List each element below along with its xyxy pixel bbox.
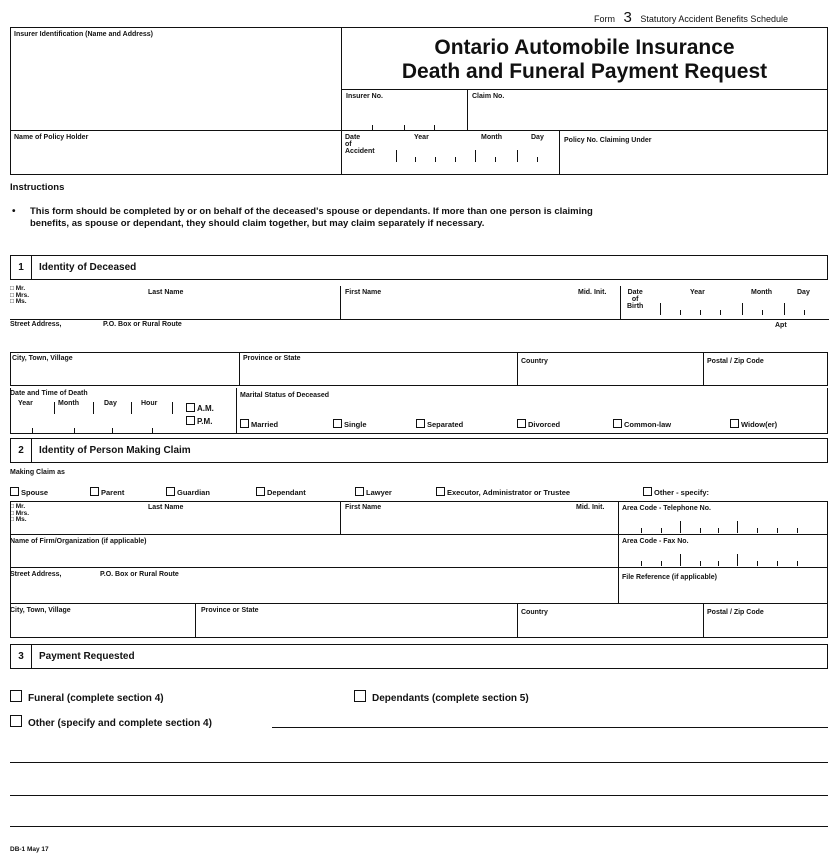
s1-dob-year-label: Year xyxy=(690,289,705,296)
s2-mid-init-label: Mid. Init. xyxy=(576,504,605,511)
section-3-number: 3 xyxy=(11,645,32,668)
s1-dob-day-label: Day xyxy=(797,289,810,296)
s1-mid-init-label: Mid. Init. xyxy=(578,289,607,296)
accident-month-label: Month xyxy=(481,134,502,141)
s2-title-options: □ Mr. □ Mrs. □ Ms. xyxy=(10,503,30,523)
checkbox-icon xyxy=(355,487,364,496)
claim-option-guardian[interactable]: Guardian xyxy=(166,487,210,497)
instructions-text: This form should be completed by or on behalf of the deceased's spouse or dependants. If more than one person is claiming benefits, as spouse or dependant, they should claim together, but may claim separately if necessary. xyxy=(30,206,593,229)
claim-option-executor[interactable]: Executor, Administrator or Trustee xyxy=(436,487,570,497)
checkbox-icon xyxy=(436,487,445,496)
s1-death-hour-label: Hour xyxy=(141,400,158,407)
s1-marital-label: Marital Status of Deceased xyxy=(240,392,330,399)
s2-phone-label: Area Code - Telephone No. xyxy=(622,505,711,512)
s2-street-label: Street Address, xyxy=(10,571,62,578)
s2-street-field[interactable] xyxy=(11,580,616,603)
s1-am-option[interactable]: A.M. xyxy=(186,403,214,413)
s1-date-of-birth-field[interactable] xyxy=(660,300,827,318)
insurer-identification-label: Insurer Identification (Name and Address) xyxy=(14,31,153,38)
s2-making-claim-label: Making Claim as xyxy=(10,469,65,476)
s2-postal-label: Postal / Zip Code xyxy=(707,609,764,616)
s1-pm-option[interactable]: P.M. xyxy=(186,416,212,426)
s1-death-day-label: Day xyxy=(104,400,117,407)
form-title-line1: Ontario Automobile Insurance xyxy=(434,36,735,59)
s1-city-label: City, Town, Village xyxy=(12,355,73,362)
checkbox-icon xyxy=(240,419,249,428)
s1-street-field[interactable] xyxy=(11,330,826,350)
section-2-title: Identity of Person Making Claim xyxy=(39,445,191,456)
checkbox-icon xyxy=(186,416,195,425)
section-2-number: 2 xyxy=(11,439,32,462)
s2-po-box-label: P.O. Box or Rural Route xyxy=(100,571,179,578)
checkbox-icon xyxy=(10,690,22,702)
instructions-heading: Instructions xyxy=(10,182,65,193)
s2-last-name-field[interactable] xyxy=(40,513,338,533)
s1-death-date-field[interactable] xyxy=(11,410,181,432)
s2-file-ref-field[interactable] xyxy=(620,583,826,603)
checkbox-icon xyxy=(416,419,425,428)
claim-no-field[interactable] xyxy=(468,100,827,129)
date-of-accident-label: Date of Accident xyxy=(345,134,375,155)
s1-last-name-label: Last Name xyxy=(148,289,184,296)
policy-no-label: Policy No. Claiming Under xyxy=(564,137,652,144)
claim-option-other[interactable]: Other - specify: xyxy=(643,487,709,497)
date-of-accident-field[interactable] xyxy=(396,144,558,174)
claim-option-spouse[interactable]: Spouse xyxy=(10,487,48,497)
checkbox-icon xyxy=(90,487,99,496)
s2-province-field[interactable] xyxy=(197,616,515,637)
s1-postal-label: Postal / Zip Code xyxy=(707,358,764,365)
s1-province-field[interactable] xyxy=(241,364,515,385)
section-1-title: Identity of Deceased xyxy=(39,262,137,273)
s1-date-of-birth-label: Date of Birth xyxy=(627,289,644,310)
payment-option-funeral[interactable]: Funeral (complete section 4) xyxy=(10,690,164,704)
accident-day-label: Day xyxy=(531,134,544,141)
marital-option-separated[interactable]: Separated xyxy=(416,419,463,429)
checkbox-icon xyxy=(643,487,652,496)
form-title-line2: Death and Funeral Payment Request xyxy=(401,60,768,83)
marital-option-divorced[interactable]: Divorced xyxy=(517,419,560,429)
form-prefix: Form xyxy=(594,14,615,24)
other-specify-line-4[interactable] xyxy=(10,826,828,827)
payment-option-dependants[interactable]: Dependants (complete section 5) xyxy=(354,690,529,704)
s2-country-label: Country xyxy=(521,609,548,616)
s1-death-label: Date and Time of Death xyxy=(10,390,88,397)
policy-no-field[interactable] xyxy=(560,146,827,174)
s1-street-label: Street Address, xyxy=(10,321,62,328)
s2-firm-label: Name of Firm/Organization (if applicable) xyxy=(10,538,147,545)
section-2-header xyxy=(10,438,828,463)
section-1-header xyxy=(10,255,828,280)
form-header xyxy=(594,9,788,26)
other-specify-line-1[interactable] xyxy=(272,727,828,728)
s1-dob-month-label: Month xyxy=(751,289,772,296)
section-1-number: 1 xyxy=(11,256,32,279)
s1-last-name-field[interactable] xyxy=(40,298,338,318)
s1-title-options: □ Mr. □ Mrs. □ Ms. xyxy=(10,285,30,305)
s1-country-field[interactable] xyxy=(519,368,701,385)
s2-postal-field[interactable] xyxy=(705,619,826,637)
checkbox-icon xyxy=(10,487,19,496)
form-title xyxy=(341,36,828,84)
checkbox-icon xyxy=(333,419,342,428)
s2-first-name-label: First Name xyxy=(345,504,382,511)
s1-apt-label: Apt xyxy=(775,322,787,329)
marital-option-married[interactable]: Married xyxy=(240,419,278,429)
checkbox-icon xyxy=(354,690,366,702)
checkbox-icon xyxy=(10,715,22,727)
marital-option-widow[interactable]: Widow(er) xyxy=(730,419,777,429)
s2-city-label: City, Town, Village xyxy=(10,607,71,614)
s2-province-label: Province or State xyxy=(201,607,259,614)
s2-phone-field[interactable] xyxy=(620,514,826,533)
s1-city-field[interactable] xyxy=(11,364,237,385)
s1-first-name-label: First Name xyxy=(345,289,382,296)
s2-fax-field[interactable] xyxy=(620,546,826,566)
section-3-title: Payment Requested xyxy=(39,651,135,662)
checkbox-icon xyxy=(613,419,622,428)
checkbox-icon xyxy=(256,487,265,496)
policy-holder-field[interactable] xyxy=(11,142,340,174)
claim-option-dependant[interactable]: Dependant xyxy=(256,487,306,497)
insurer-no-label: Insurer No. xyxy=(346,93,383,100)
s1-po-box-label: P.O. Box or Rural Route xyxy=(103,321,182,328)
claim-option-parent[interactable]: Parent xyxy=(90,487,124,497)
s2-city-field[interactable] xyxy=(11,616,193,637)
marital-option-single[interactable]: Single xyxy=(333,419,367,429)
payment-option-other[interactable]: Other (specify and complete section 4) xyxy=(10,715,212,729)
s2-last-name-label: Last Name xyxy=(148,504,184,511)
s1-death-year-label: Year xyxy=(18,400,33,407)
s1-country-label: Country xyxy=(521,358,548,365)
checkbox-icon xyxy=(730,419,739,428)
other-specify-line-3[interactable] xyxy=(10,795,828,796)
s2-fax-label: Area Code - Fax No. xyxy=(622,538,689,545)
s2-country-field[interactable] xyxy=(519,619,701,637)
checkbox-icon xyxy=(186,403,195,412)
accident-year-label: Year xyxy=(414,134,429,141)
marital-option-common-law[interactable]: Common-law xyxy=(613,419,671,429)
form-code: DB-1 May 17 xyxy=(10,846,49,853)
s1-death-month-label: Month xyxy=(58,400,79,407)
instructions-bullet: • xyxy=(12,206,16,217)
s1-postal-field[interactable] xyxy=(705,368,826,385)
other-specify-line-2[interactable] xyxy=(10,762,828,763)
s1-first-name-field[interactable] xyxy=(342,298,617,318)
schedule-name: Statutory Accident Benefits Schedule xyxy=(640,14,788,24)
policy-holder-label: Name of Policy Holder xyxy=(14,134,89,141)
s2-file-ref-label: File Reference (if applicable) xyxy=(622,574,717,581)
s1-province-label: Province or State xyxy=(243,355,301,362)
checkbox-icon xyxy=(517,419,526,428)
claim-option-lawyer[interactable]: Lawyer xyxy=(355,487,392,497)
checkbox-icon xyxy=(166,487,175,496)
form-number: 3 xyxy=(623,9,632,26)
s2-first-name-field[interactable] xyxy=(342,513,616,533)
section-3-header xyxy=(10,644,828,669)
s2-firm-field[interactable] xyxy=(11,546,616,566)
claim-no-label: Claim No. xyxy=(472,93,505,100)
